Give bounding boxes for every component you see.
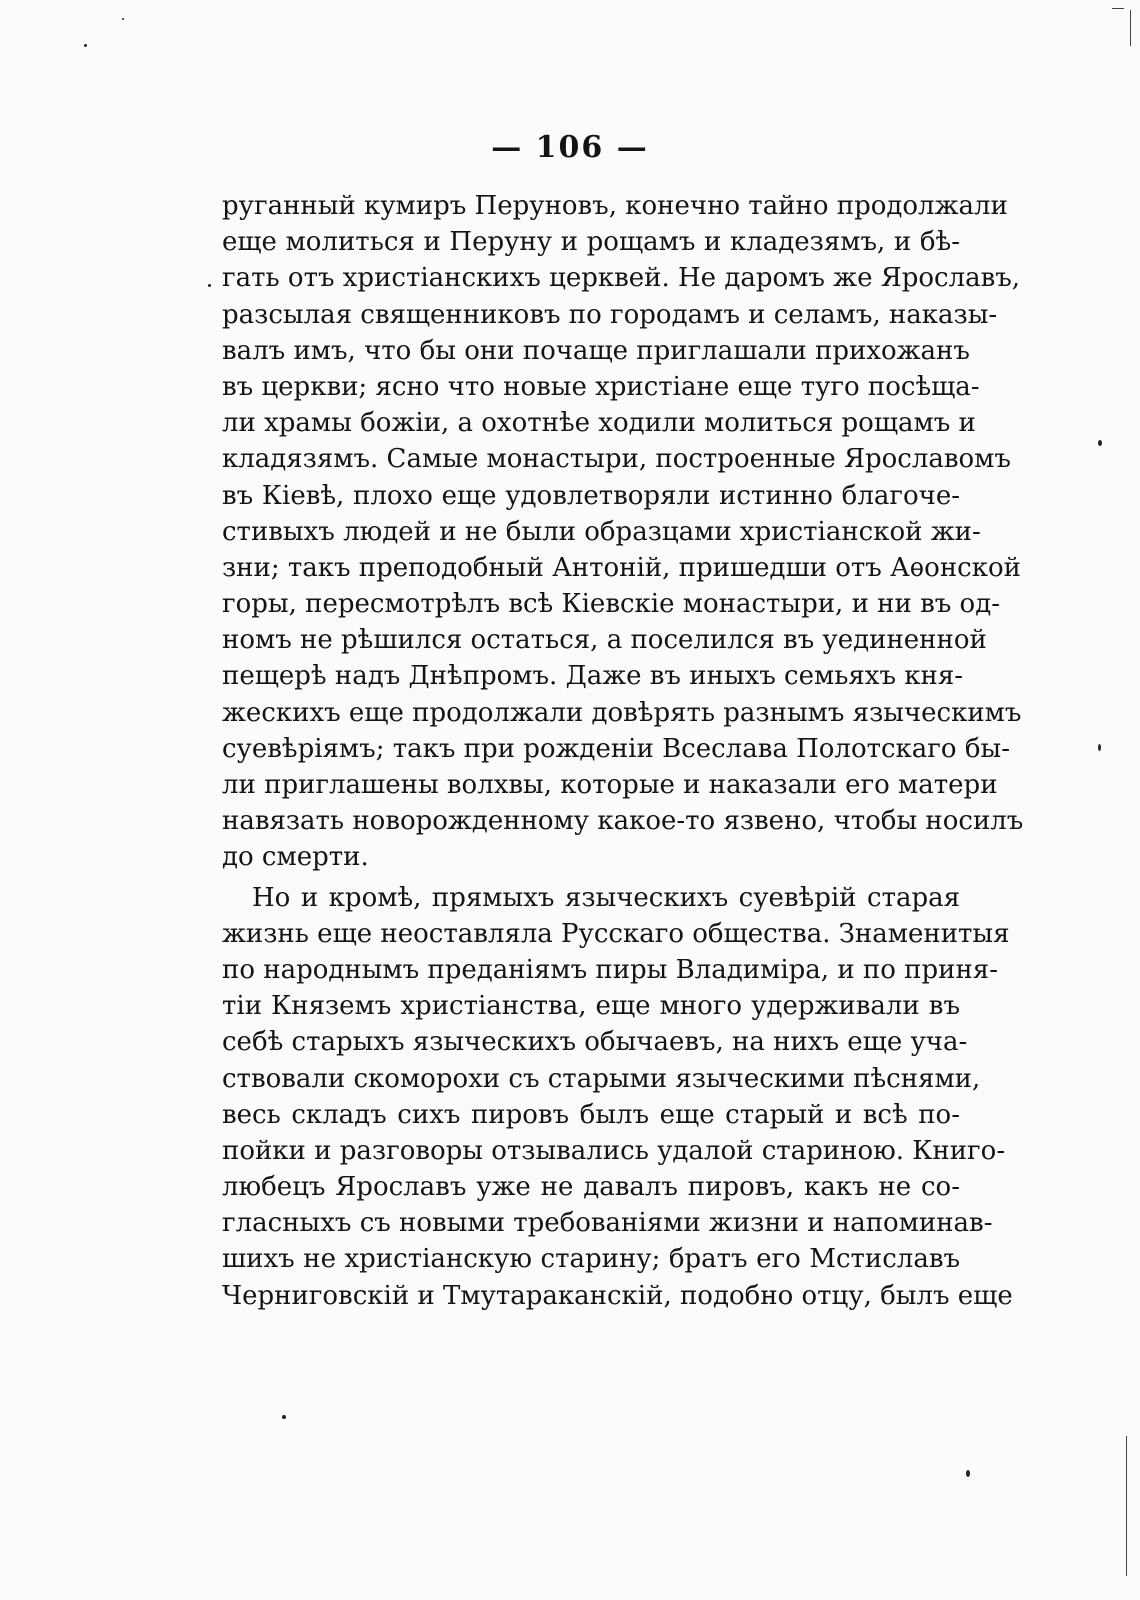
text-line: любецъ Ярославъ уже не давалъ пировъ, какъ не со- [222,1172,960,1203]
text-line: горы, пересмотрѣлъ всѣ Кіевскіе монастыри, и ни въ од- [222,589,1000,620]
text-line: пойки и разговоры отзывались удалой стариною. Книго- [222,1135,1006,1166]
scan-edge-line [1130,10,1131,46]
text-line: весь складъ сихъ пировъ былъ еще старый и всѣ по- [222,1099,960,1130]
text-line: ли храмы божіи, а охотнѣе ходили молиться рощамъ и [222,408,976,439]
scan-edge-line [1126,1436,1127,1576]
text-line: ли приглашены волхвы, которые и наказали его матери [222,770,998,800]
scan-edge-line [1112,8,1124,9]
text-line: въ Кіевѣ, плохо еще удовлетворяли истинно благоче- [222,480,960,511]
text-line: суевѣріямъ; такъ при рожденіи Всеслава Полотскаго бы- [222,733,1010,764]
text-line: Черниговскій и Тмутараканскій, подобно отцу, былъ еще [222,1280,1013,1311]
text-line: руганный кумиръ Перуновъ, конечно тайно продолжали [222,191,1008,221]
text-line: шихъ не христіанскую старину; братъ его Мстиславъ [222,1244,960,1275]
page-number: — 106 — [491,130,649,165]
text-line: до смерти. [222,842,369,873]
text-line: гать отъ христіанскихъ церквей. Не даромъ же Ярославъ, [222,263,1021,294]
text-line: тіи Княземъ христіанства, еще много удерживали въ [222,991,960,1022]
scan-speck [84,44,87,47]
text-line: себѣ старыхъ языческихъ обычаевъ, на нихъ еще уча- [222,1027,968,1058]
scan-speck [282,1415,286,1419]
text-line: кладязямъ. Самые монастыри, построенные Ярославомъ [222,444,1011,475]
text-line: номъ не рѣшился остаться, а поселился въ уединенной [222,625,987,656]
text-line: жизнь еще неоставляла Русскаго общества. Знаменитыя [222,918,1010,949]
paragraph-2 [222,880,1013,1314]
text-line: разсылая священниковъ по городамъ и селамъ, наказы- [222,299,998,330]
text-line: навязать новорожденному какое-то язвено, чтобы носилъ [222,806,1024,837]
scan-speck [122,18,124,20]
scan-speck [1098,440,1102,446]
text-line: валъ имъ, что бы они почаще приглашали прихожанъ [222,335,970,366]
text-line: пещерѣ надъ Днѣпромъ. Даже въ иныхъ семьяхъ кня- [222,661,964,692]
text-line: зни; такъ преподобный Антоній, пришедши отъ Аѳонской [222,552,1021,583]
text-line: гласныхъ съ новыми требованіями жизни и напоминав- [222,1208,993,1239]
scan-speck [966,1470,970,1477]
text-line: по народнымъ преданіямъ пиры Владиміра, и по приня- [222,954,998,985]
text-line: Но и кромѣ, прямыхъ языческихъ суевѣрій старая [252,882,960,913]
text-line: въ церкви; ясно что новые христіане еще туго посѣща- [222,371,980,402]
text-line: жескихъ еще продолжали довѣрять разнымъ языческимъ [222,697,1022,728]
text-line: ствовали скоморохи съ старыми языческими пѣснями, [222,1063,981,1094]
body-text [222,188,1024,1314]
paragraph-1 [222,188,1024,876]
scan-speck [1098,744,1101,751]
text-line: еще молиться и Перуну и рощамъ и кладезямъ, и бѣ- [222,227,960,258]
scan-speck [208,284,211,287]
text-line: стивыхъ людей и не были образцами христіанской жи- [222,516,981,547]
